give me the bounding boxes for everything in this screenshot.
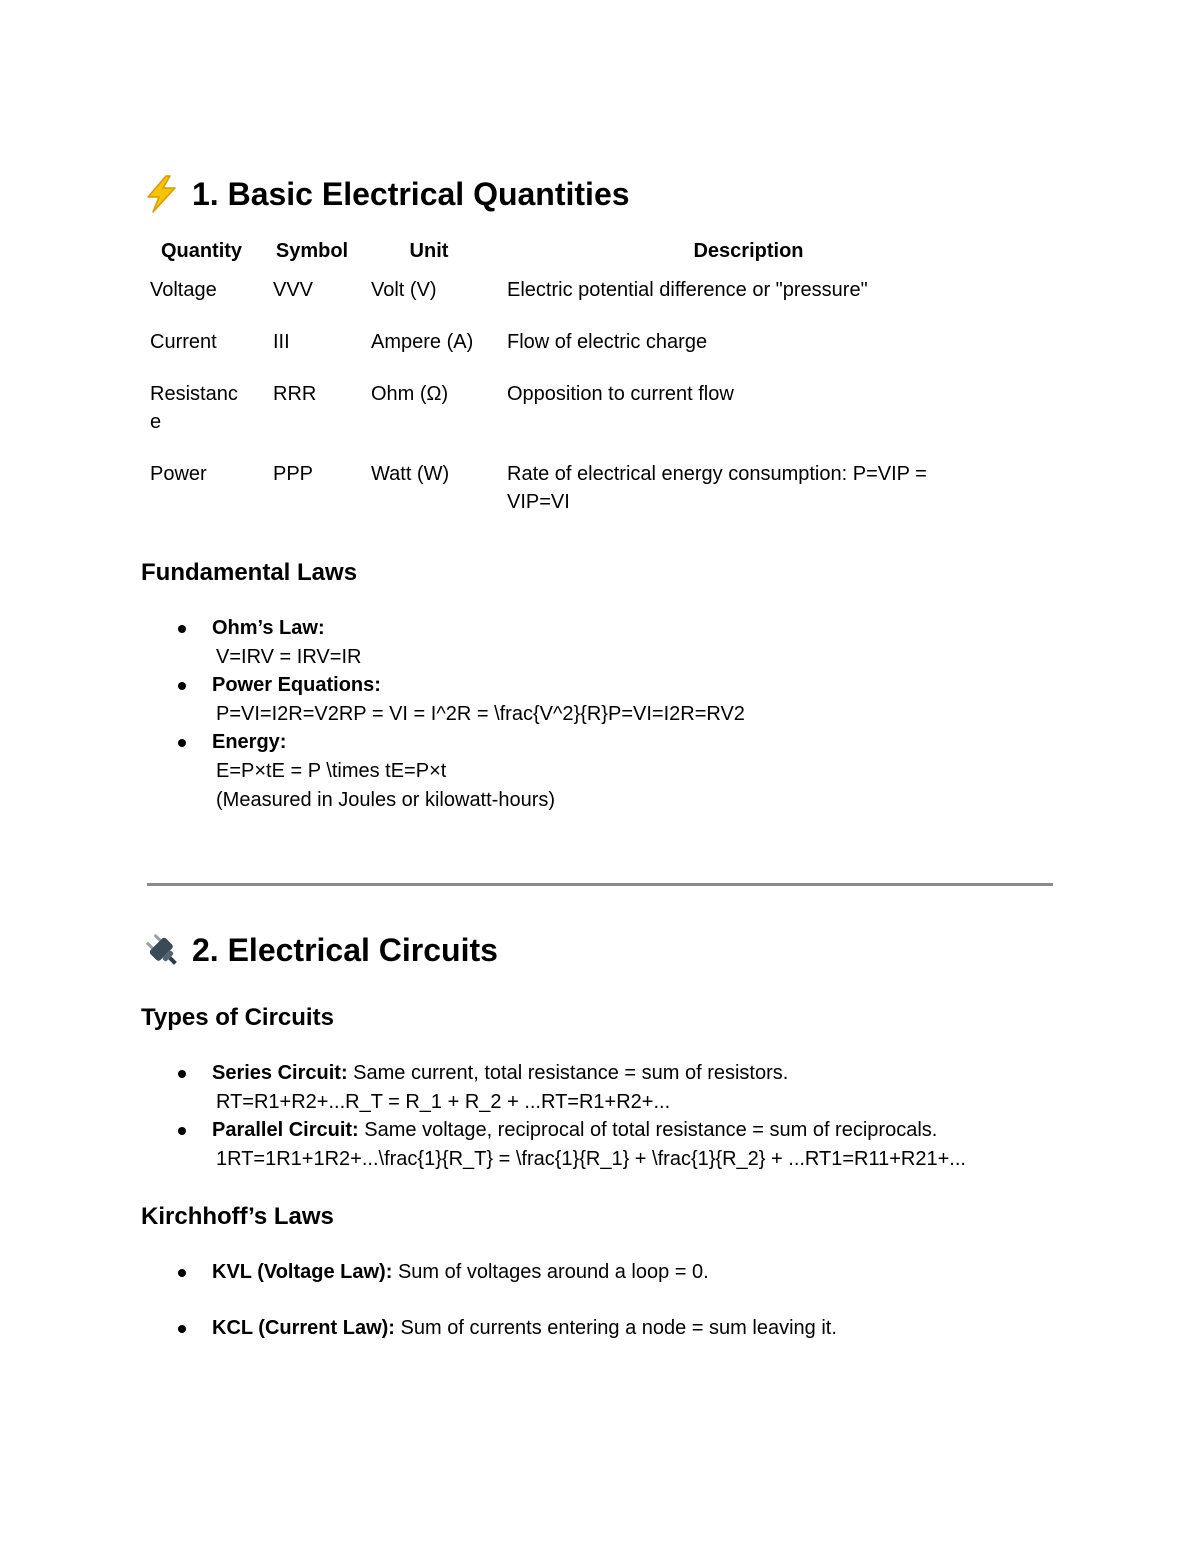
list-item-label: Power Equations: xyxy=(212,674,381,696)
formula-text: E=P×tE = P \times tE=P×t xyxy=(216,760,447,782)
series-circuit-item: Series Circuit: Same current, total resistance = sum of resistors. xyxy=(212,1062,789,1084)
bullet-icon xyxy=(178,1325,186,1333)
section-1-heading xyxy=(142,174,630,214)
symbol-cell: VVV xyxy=(273,279,314,301)
quantity-cell: Resistanc e xyxy=(150,383,238,433)
parallel-circuit-item: Parallel Circuit: Same voltage, reciprocal of total resistance = sum of reciprocals. xyxy=(212,1119,938,1141)
note-text: (Measured in Joules or kilowatt-hours) xyxy=(216,789,556,811)
bullet-icon xyxy=(178,1070,186,1078)
formula-text: RT=R1+R2+...R_T = R_1 + R_2 + ...RT=R1+R2+... xyxy=(216,1091,671,1113)
unit-cell: Ampere (A) xyxy=(371,331,474,353)
unit-cell: Ohm (Ω) xyxy=(371,383,449,405)
symbol-cell: III xyxy=(273,331,290,353)
lightning-bolt-icon xyxy=(142,174,182,214)
quantity-cell: Voltage xyxy=(150,279,217,301)
unit-cell: Volt (V) xyxy=(371,279,437,301)
quantity-cell: Power xyxy=(150,463,207,485)
bullet-icon xyxy=(178,625,186,633)
bullet-icon xyxy=(178,682,186,690)
list-item-label: Energy: xyxy=(212,731,287,753)
table-header-cell: Unit xyxy=(409,239,449,262)
section-1-title: 1. Basic Electrical Quantities xyxy=(192,175,630,212)
formula-text: V=IRV = IRV=IR xyxy=(216,646,362,668)
types-of-circuits-heading: Types of Circuits xyxy=(141,1004,334,1031)
quantities-table xyxy=(140,226,1000,528)
bullet-icon xyxy=(178,1127,186,1135)
symbol-cell: PPP xyxy=(273,463,314,485)
fundamental-laws-heading: Fundamental Laws xyxy=(141,559,358,586)
bullet-icon xyxy=(178,739,186,747)
electric-plug-icon xyxy=(142,930,182,970)
kcl-item: KCL (Current Law): Sum of currents entering a node = sum leaving it. xyxy=(212,1317,837,1339)
kvl-item: KVL (Voltage Law): Sum of voltages around a loop = 0. xyxy=(212,1261,709,1283)
table-header-row xyxy=(140,226,1000,276)
formula-text: P=VI=I2R=V2RP = VI = I^2R = \frac{V^2}{R}P=VI=I2R=RV2 xyxy=(216,703,745,725)
symbol-cell: RRR xyxy=(273,383,317,405)
table-header-cell: Symbol xyxy=(275,239,349,262)
table-header-cell: Description xyxy=(693,239,804,262)
list-item-label: Ohm’s Law: xyxy=(212,617,325,639)
formula-text: 1RT=1R1+1R2+...\frac{1}{R_T} = \frac{1}{R_1} + \frac{1}{R_2} + ...RT1=R11+R21+... xyxy=(216,1148,966,1170)
table-header-cell: Quantity xyxy=(160,239,243,262)
table-row xyxy=(140,276,1000,316)
description-cell: Electric potential difference or "pressure" xyxy=(507,279,868,301)
description-cell: Opposition to current flow xyxy=(507,383,734,405)
table-row xyxy=(140,368,1000,448)
quantity-cell: Current xyxy=(150,331,217,353)
table-row xyxy=(140,448,1000,528)
description-cell: Flow of electric charge xyxy=(507,331,708,353)
description-cell: Rate of electrical energy consumption: P=VIP = VIP=VI xyxy=(507,463,927,513)
table-row xyxy=(140,316,1000,368)
section-2-heading xyxy=(142,930,498,970)
horizontal-divider xyxy=(147,883,1053,886)
section-2-title: 2. Electrical Circuits xyxy=(192,931,498,968)
unit-cell: Watt (W) xyxy=(371,463,450,485)
kirchhoffs-laws-heading: Kirchhoff’s Laws xyxy=(141,1203,334,1230)
bullet-icon xyxy=(178,1269,186,1277)
